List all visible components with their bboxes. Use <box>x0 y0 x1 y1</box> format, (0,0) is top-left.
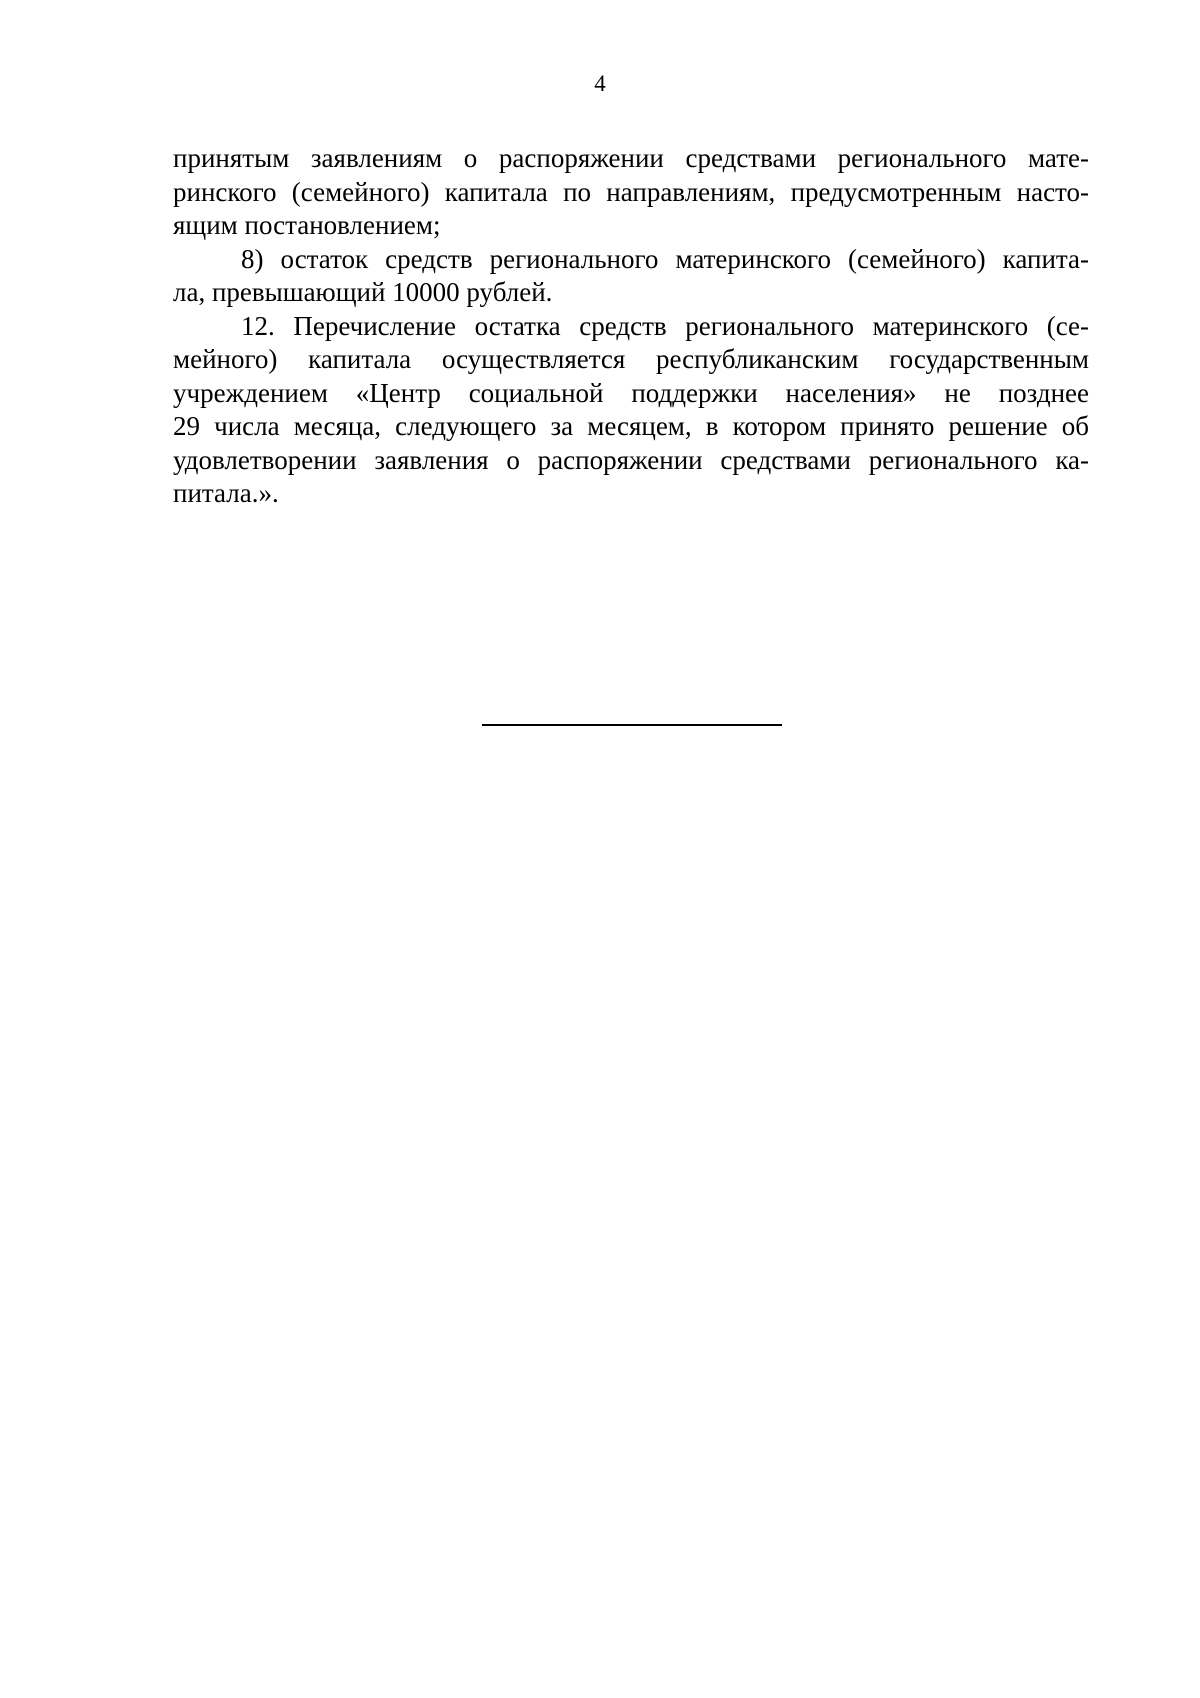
text-line: 12. Перечисление остатка средств регионального материнского (се- <box>241 310 1089 341</box>
text-line: ящим постановлением; <box>173 210 441 240</box>
text-line: ринского (семейного) капитала по направлениям, предусмотренным насто- <box>173 176 1089 207</box>
text-line: учреждением «Центр социальной поддержки населения» не позднее <box>173 377 1089 408</box>
text-line: ла, превышающий 10000 рублей. <box>173 277 553 307</box>
text-line: мейного) капитала осуществляется республиканским государственным <box>173 344 1089 374</box>
text-line: 29 числа месяца, следующего за месяцем, в котором принято решение об <box>173 411 1089 441</box>
document-body <box>173 142 1089 511</box>
text-line: принятым заявлениям о распоряжении средствами регионального мате- <box>173 143 1089 173</box>
text-line: 8) остаток средств регионального материнского (семейного) капита- <box>241 243 1089 274</box>
page-number: 4 <box>594 71 606 96</box>
end-separator-line <box>482 724 782 726</box>
text-line: удовлетворении заявления о распоряжении средствами регионального ка- <box>173 444 1089 475</box>
text-line: питала.». <box>173 478 279 508</box>
